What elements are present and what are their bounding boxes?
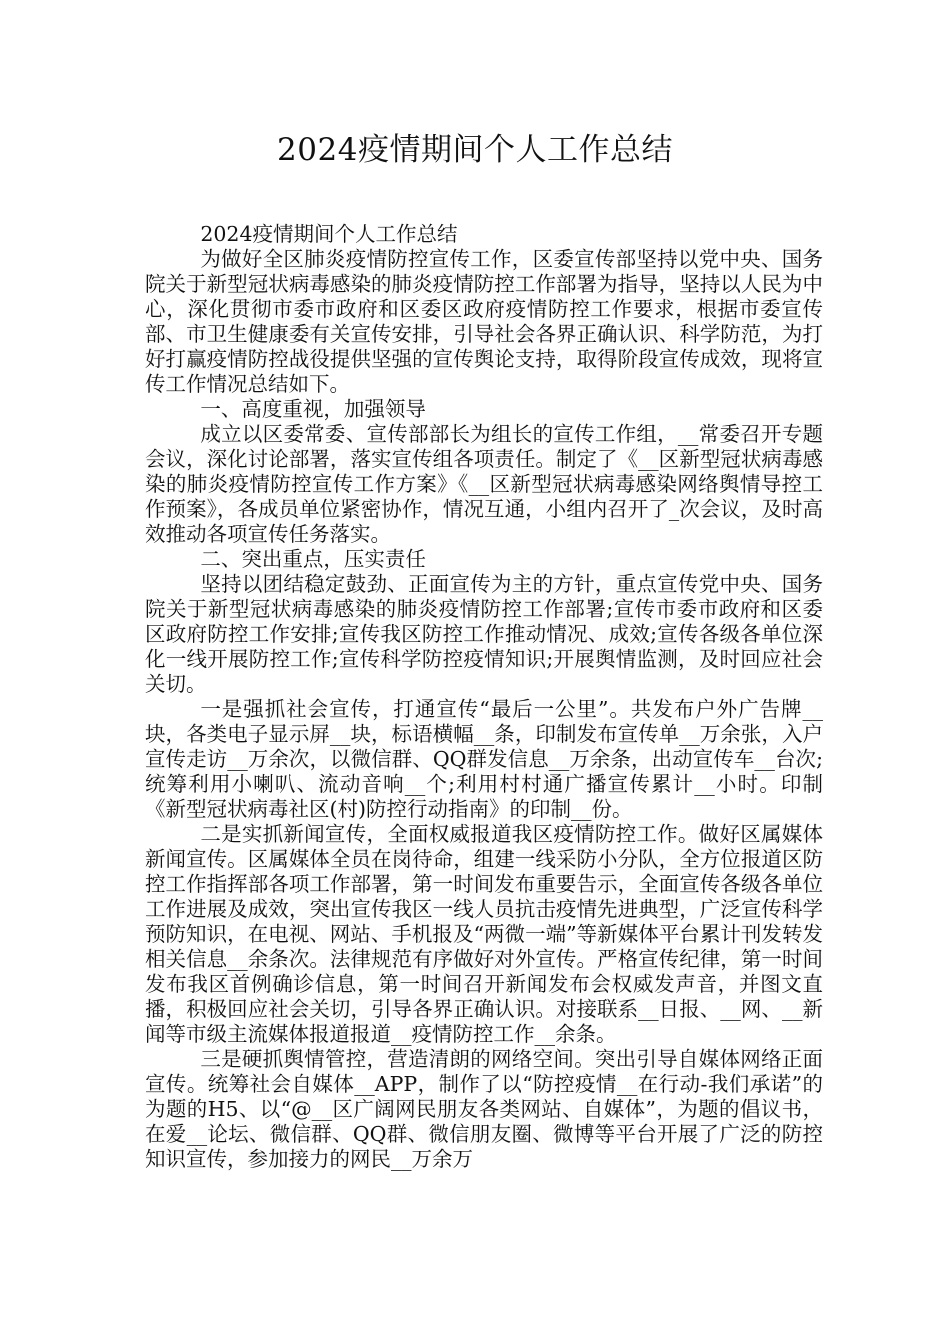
section-1-paragraph: 成立以区委常委、宣传部部长为组长的宣传工作组，__常委召开专题会议，深化讨论部署，落实宣传组各项责任。制定了《__区新型冠状病毒感染的肺炎疫情防控宣传工作方案》《__区新型冠状病毒感染网络舆情导控工作预案》，各成员单位紧密协作，情况互通，小组内召开了_次会议，及时高效推动各项宣传任务落实。 [145,422,823,546]
point-1-paragraph: 一是强抓社会宣传，打通宣传“最后一公里”。共发布户外广告牌__块，各类电子显示屏__块，标语横幅__条，印制发布宣传单__万余张，入户宣传走访__万余次，以微信群、QQ群发信息__万余条，出动宣传车__台次;统筹利用小喇叭、流动音响__个;利用村村通广播宣传累计__小时。印制《新型冠状病毒社区(村)防控行动指南》的印制__份。 [145,697,823,821]
body-heading: 2024疫情期间个人工作总结 [200,222,458,246]
section-2-paragraph: 坚持以团结稳定鼓劲、正面宣传为主的方针，重点宣传党中央、国务院关于新型冠状病毒感染的肺炎疫情防控工作部署;宣传市委市政府和区委区政府防控工作安排;宣传我区防控工作推动情况、成效;宣传各级各单位深化一线开展防控工作;宣传科学防控疫情知识;开展舆情监测，及时回应社会关切。 [145,572,823,696]
point-3-paragraph: 三是硬抓舆情管控，营造清朗的网络空间。突出引导自媒体网络正面宣传。统筹社会自媒体__APP，制作了以“防控疫情__在行动-我们承诺”的为题的H5、以“@__区广阔网民朋友各类网站、自媒体”，为题的倡议书，在爱__论坛、微信群、QQ群、微信朋友圈、微博等平台开展了广泛的防控知识宣传，参加接力的网民__万余万 [145,1047,823,1171]
point-2-paragraph: 二是实抓新闻宣传，全面权威报道我区疫情防控工作。做好区属媒体新闻宣传。区属媒体全员在岗待命，组建一线采防小分队，全方位报道区防控工作指挥部各项工作部署，第一时间发布重要告示，全面宣传各级各单位工作进展及成效，突出宣传我区一线人员抗击疫情先进典型，广泛宣传科学预防知识，在电视、网站、手机报及“两微一端”等新媒体平台累计刊发转发相关信息__余条次。法律规范有序做好对外宣传。严格宣传纪律，第一时间发布我区首例确诊信息，第一时间召开新闻发布会权威发声音，并图文直播，积极回应社会关切，引导各界正确认识。对接联系__日报、__网、__新闻等市级主流媒体报道报道__疫情防控工作__余条。 [145,822,823,1046]
document-title: 2024疫情期间个人工作总结 [277,132,673,168]
intro-paragraph: 为做好全区肺炎疫情防控宣传工作，区委宣传部坚持以党中央、国务院关于新型冠状病毒感染的肺炎疫情防控工作部署为指导，坚持以人民为中心，深化贯彻市委市政府和区委区政府疫情防控工作要求，根据市委宣传部、市卫生健康委有关宣传安排，引导社会各界正确认识、科学防范，为打好打赢疫情防控战役提供坚强的宣传舆论支持，取得阶段宣传成效，现将宣传工作情况总结如下。 [145,247,823,396]
section-heading-2: 二、突出重点，压实责任 [200,547,426,571]
section-heading-1: 一、高度重视，加强领导 [200,397,426,421]
document-body [145,222,823,1172]
